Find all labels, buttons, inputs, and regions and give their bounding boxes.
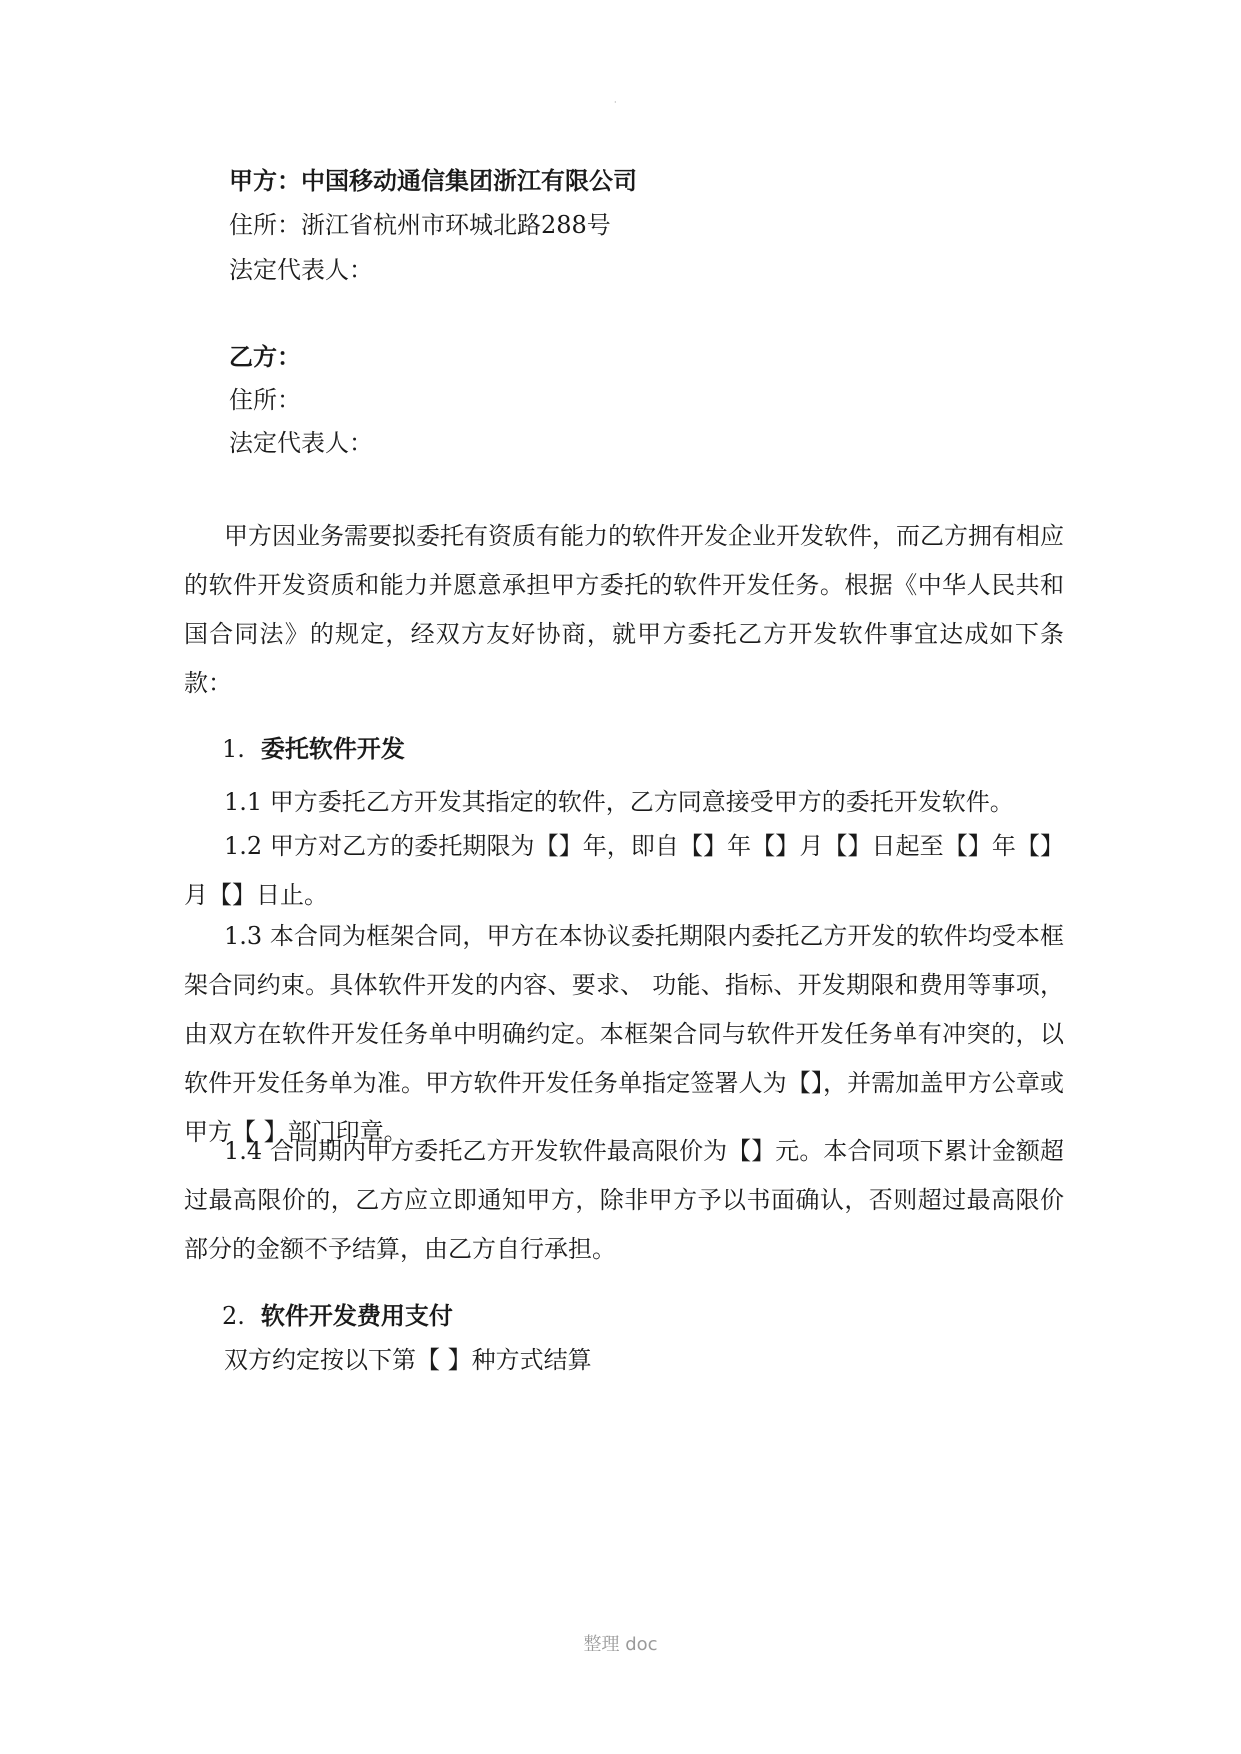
preamble-paragraph: 甲方因业务需要拟委托有资质有能力的软件开发企业开发软件，而乙方拥有相应的软件开发资质和能力并愿意承担甲方委托的软件开发任务。根据《中华人民共和国合同法》的规定，经双方友好协商，就甲方委托乙方开发软件事宜达成如下条款： [184,522,1064,697]
party-b-address: 住所： [229,386,301,414]
party-b-legal-rep: 法定代表人： [229,429,373,457]
page-footer: 整理 doc [583,1634,658,1655]
header-mark: · [614,98,617,107]
clause-2-intro: 双方约定按以下第【 】种方式结算 [224,1346,592,1374]
clause-1-3: 1.3 本合同为框架合同，甲方在本协议委托期限内委托乙方开发的软件均受本框架合同约束。具体软件开发的内容、要求、 功能、指标、开发期限和费用等事项，由双方在软件开发任务单中明确约定。本框架合同与软件开发任务单有冲突的，以软件开发任务单为准。甲方软件开发任务单指定签署人为【】，并需加盖甲方公章或甲方【 】部门印章。 [184,922,1064,1146]
clause-1-4: 1.4 合同期内甲方委托乙方开发软件最高限价为【】元。本合同项下累计金额超过最高限价的，乙方应立即通知甲方，除非甲方予以书面确认，否则超过最高限价部分的金额不予结算，由乙方自行承担。 [184,1137,1064,1263]
party-b-name: 乙方： [229,343,301,371]
section-2-title: 软件开发费用支付 [260,1302,453,1330]
clause-1-2: 1.2 甲方对乙方的委托期限为【】年，即自【】年【】月【】日起至【】年【】月【】日止。 [184,832,1064,909]
party-a-name: 甲方：中国移动通信集团浙江有限公司 [229,167,637,195]
party-a-address: 住所：浙江省杭州市环城北路288号 [229,211,611,239]
section-1-title: 委托软件开发 [260,735,405,763]
party-a-legal-rep: 法定代表人： [229,256,373,284]
clause-1-1: 1.1 甲方委托乙方开发其指定的软件，乙方同意接受甲方的委托开发软件。 [224,788,1014,816]
section-2-heading [222,1301,453,1331]
section-2-number: 2. [222,1302,245,1330]
section-1-number: 1. [222,735,245,763]
section-1-heading [222,734,405,764]
